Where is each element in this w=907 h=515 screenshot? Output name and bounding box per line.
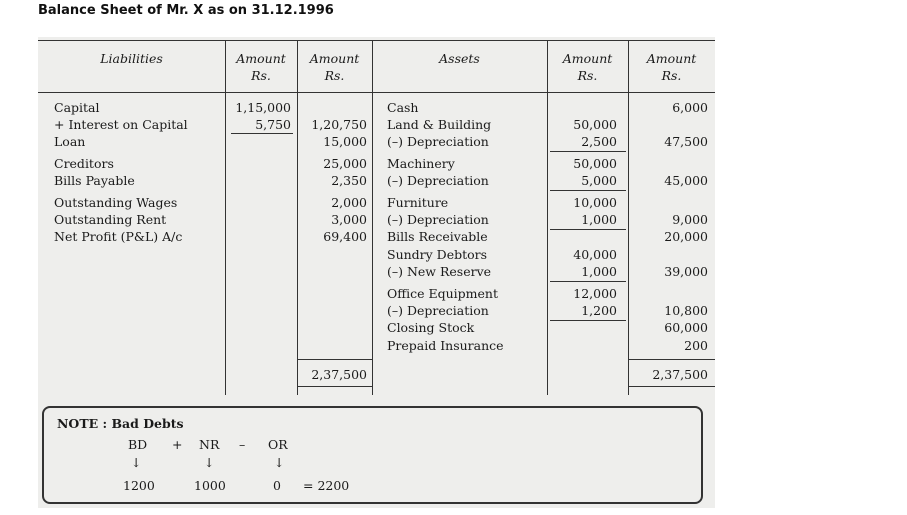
total-rule [628,386,715,387]
amount-bills-payable: 2,350 [331,173,367,188]
note-minus: – [239,437,246,452]
asset-office-depreciation: (–) Depreciation [387,303,489,318]
note-value-or: 0 [273,478,281,493]
liability-outstanding-rent: Outstanding Rent [54,212,167,227]
amount-debtors-net: 39,000 [664,264,708,279]
asset-machinery: Machinery [387,156,455,171]
note-value-nr: 1000 [194,478,226,493]
header-rs: Rs. [251,68,271,83]
amount-outstanding-rent: 3,000 [331,212,367,227]
liability-creditors: Creditors [54,156,114,171]
asset-land-building: Land & Building [387,117,492,132]
top-rule [38,40,715,41]
amount-furniture-dep: 1,000 [581,212,617,227]
amount-prepaid: 200 [684,338,708,353]
amount-net-profit: 69,400 [323,229,367,244]
asset-machinery-depreciation: (–) Depreciation [387,173,489,188]
note-box [42,406,703,504]
header-assets: Assets [439,51,480,66]
header-rs: Rs. [577,68,598,83]
amount-outstanding-wages: 2,000 [331,195,367,210]
liability-interest: + Interest on Capital [54,117,188,132]
subtotal-rule [550,229,626,230]
asset-office-equipment: Office Equipment [387,286,498,301]
asset-furniture-depreciation: (–) Depreciation [387,212,489,227]
balance-sheet-scan [38,37,715,508]
header-amount: Amount [236,51,286,66]
header-liabilities: Liabilities [100,51,163,66]
amount-machinery-dep: 5,000 [581,173,617,188]
header-rule [38,92,715,93]
subtotal-rule [550,151,626,152]
note-bd: BD [128,437,148,452]
amount-machinery: 50,000 [573,156,617,171]
down-arrow-icon: ↓ [131,455,142,470]
amount-capital-total: 1,20,750 [311,117,367,132]
amount-machinery-net: 45,000 [664,173,708,188]
amount-office-net: 10,800 [664,303,708,318]
header-rs: Rs. [661,68,682,83]
header-amount: Amount [646,51,697,66]
asset-closing-stock: Closing Stock [387,320,475,335]
amount-land-net: 47,500 [664,134,708,149]
down-arrow-icon: ↓ [274,455,285,470]
note-or: OR [268,437,288,452]
asset-sundry-debtors: Sundry Debtors [387,247,488,262]
header-rs: Rs. [324,68,345,83]
amount-office-eq: 12,000 [573,286,617,301]
amount-furniture: 10,000 [573,195,617,210]
down-arrow-icon: ↓ [204,455,215,470]
amount-closing-stock: 60,000 [664,320,708,335]
asset-land-depreciation: (–) Depreciation [387,134,489,149]
amount-land: 50,000 [573,117,617,132]
total-rule [297,359,373,360]
liabilities-total: 2,37,500 [311,367,367,382]
asset-cash: Cash [387,100,419,115]
amount-interest: 5,750 [255,117,291,132]
col-divider [372,40,373,395]
amount-office-dep: 1,200 [581,303,617,318]
subtotal-rule [550,320,626,321]
amount-cash: 6,000 [672,100,708,115]
amount-creditors: 25,000 [323,156,367,171]
liability-capital: Capital [54,100,100,115]
amount-capital: 1,15,000 [235,100,291,115]
amount-furniture-net: 9,000 [672,212,708,227]
note-value-bd: 1200 [123,478,155,493]
amount-land-dep: 2,500 [581,134,617,149]
amount-debtors: 40,000 [573,247,617,262]
asset-new-reserve: (–) New Reserve [387,264,492,279]
note-nr: NR [199,437,220,452]
header-amount: Amount [562,51,613,66]
total-rule [297,386,373,387]
liability-loan: Loan [54,134,86,149]
amount-loan: 15,000 [323,134,367,149]
col-divider [225,40,226,395]
subtotal-rule [550,281,626,282]
asset-bills-receivable: Bills Receivable [387,229,488,244]
asset-furniture: Furniture [387,195,449,210]
liability-bills-payable: Bills Payable [54,173,135,188]
liability-outstanding-wages: Outstanding Wages [54,195,178,210]
page-title: Balance Sheet of Mr. X as on 31.12.1996 [38,3,334,18]
amount-bills-receivable: 20,000 [664,229,708,244]
liability-net-profit: Net Profit (P&L) A/c [54,229,183,244]
assets-total: 2,37,500 [652,367,708,382]
amount-new-reserve: 1,000 [581,264,617,279]
total-rule [628,359,715,360]
subtotal-rule [231,133,293,134]
header-amount: Amount [309,51,360,66]
note-plus: + [172,437,183,452]
note-label: NOTE : Bad Debts [57,416,184,431]
asset-prepaid-insurance: Prepaid Insurance [387,338,504,353]
subtotal-rule [550,190,626,191]
note-result: = 2200 [303,478,350,493]
